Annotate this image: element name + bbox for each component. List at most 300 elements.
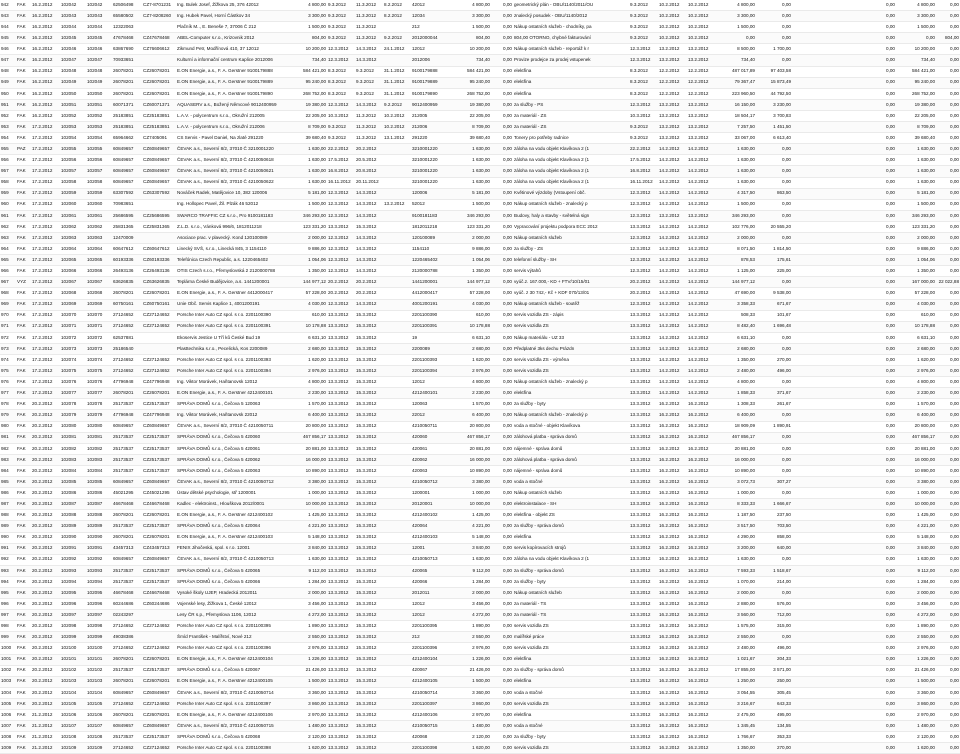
- table-cell: 1 630,00: [453, 155, 491, 166]
- table-cell: 6 631,10: [716, 332, 756, 343]
- table-cell: 13.3.2012: [629, 643, 658, 654]
- table-cell: 420060: [411, 432, 453, 443]
- table-cell: 12.3.2012: [629, 199, 658, 210]
- table-cell: 3 360,00: [453, 687, 491, 698]
- table-cell: Kulturní a informační centrum Kaplice 2012006: [176, 55, 289, 66]
- table-cell: 17.2.2012: [31, 332, 60, 343]
- table-cell: 17.2.2012: [31, 232, 60, 243]
- table-cell: 13.3.2012: [629, 621, 658, 632]
- table-cell: 13.3.2012: [327, 343, 355, 354]
- table-cell: Ekoservis Jestice U Tří ků České Bud 19: [176, 332, 289, 343]
- table-cell: 20.2.2012: [629, 277, 658, 288]
- table-cell: CZ27124652: [142, 621, 176, 632]
- table-cell: 0,00: [936, 99, 960, 110]
- table-cell: 8 071,50: [716, 244, 756, 255]
- table-cell: [792, 299, 872, 310]
- table-cell: [383, 355, 411, 366]
- table-cell: 0,00: [936, 665, 960, 676]
- table-cell: 15.3.2012: [355, 366, 383, 377]
- table-cell: [383, 244, 411, 255]
- table-cell: 13.1.2012: [383, 133, 411, 144]
- table-cell: 0,00: [936, 288, 960, 299]
- table-cell: 878,53: [716, 255, 756, 266]
- table-cell: 0,00: [756, 443, 792, 454]
- table-cell: 12.3.2012: [629, 210, 658, 221]
- table-cell: 2 230,00: [453, 388, 491, 399]
- table-cell: 16.2.2012: [658, 676, 687, 687]
- table-cell: CZ60849657: [142, 687, 176, 698]
- table-cell: 14.2.2012: [658, 177, 687, 188]
- table-cell: [383, 155, 411, 166]
- table-cell: 20 555,20: [756, 221, 792, 232]
- table-cell: 17.2.2012: [31, 210, 60, 221]
- table-cell: 15.3.2012: [355, 310, 383, 321]
- table-row: [0, 432, 960, 443]
- table-cell: 2 880,00: [716, 599, 756, 610]
- table-cell: 102102: [86, 665, 112, 676]
- table-cell: 982: [0, 443, 16, 454]
- table-cell: CZ27124652: [142, 310, 176, 321]
- table-cell: [792, 465, 872, 476]
- table-cell: 20.2.2012: [31, 410, 60, 421]
- table-row: [0, 266, 960, 277]
- table-cell: elektřina: [513, 66, 629, 77]
- table-cell: 4212400104: [411, 654, 453, 665]
- table-cell: 0,00: [872, 388, 896, 399]
- table-cell: 4 272,00: [289, 610, 327, 621]
- table-cell: 16.2.2012: [658, 510, 687, 521]
- table-cell: 19: [411, 332, 453, 343]
- table-cell: malířské práce: [513, 632, 629, 643]
- table-cell: FAK: [16, 698, 31, 709]
- table-cell: FAK: [16, 477, 31, 488]
- table-cell: 1 054,06: [896, 255, 936, 266]
- table-cell: Nákup ostatních služeb - znalecký p: [513, 377, 629, 388]
- table-cell: 10.2.2012: [383, 110, 411, 121]
- table-cell: 12.3.2012: [629, 232, 658, 243]
- table-cell: FAK: [16, 410, 31, 421]
- table-cell: 15.3.2012: [355, 643, 383, 654]
- table-cell: CZ60244686: [142, 599, 176, 610]
- table-cell: [792, 44, 872, 55]
- table-cell: 4210050715: [411, 721, 453, 732]
- table-cell: 13.3.2012: [327, 443, 355, 454]
- table-cell: 12.2.2012: [687, 88, 716, 99]
- table-cell: 102065: [60, 255, 86, 266]
- table-cell: 1 630,00: [896, 155, 936, 166]
- table-cell: 60849657: [112, 155, 142, 166]
- table-cell: zálohová platba - správa domů: [513, 454, 629, 465]
- table-cell: 3 360,00: [289, 687, 327, 698]
- table-cell: 95 240,00: [453, 77, 491, 88]
- table-cell: 8.3.2012: [629, 88, 658, 99]
- table-cell: 17.2.2012: [31, 310, 60, 321]
- table-cell: 12.3.2012: [327, 244, 355, 255]
- table-cell: 16.2.2012: [658, 465, 687, 476]
- table-cell: FAK: [16, 654, 31, 665]
- table-cell: 0,00: [872, 299, 896, 310]
- table-row: [0, 366, 960, 377]
- table-cell: 4 221,00: [896, 521, 936, 532]
- table-cell: CZ25173537: [142, 576, 176, 587]
- table-cell: 0,00: [872, 99, 896, 110]
- table-cell: [792, 643, 872, 654]
- table-cell: 0,00: [491, 698, 513, 709]
- table-cell: 20.2.2012: [31, 521, 60, 532]
- table-cell: 979: [0, 410, 16, 421]
- table-cell: 0,00: [872, 710, 896, 721]
- table-cell: 60193336: [112, 255, 142, 266]
- table-cell: 13.2.2012: [658, 44, 687, 55]
- table-cell: 804,00: [289, 33, 327, 44]
- table-cell: [383, 22, 411, 33]
- table-cell: 0,00: [491, 277, 513, 288]
- table-cell: [792, 288, 872, 299]
- table-cell: 102090: [60, 532, 86, 543]
- table-cell: 44 792,50: [756, 88, 792, 99]
- table-cell: 4210050713: [411, 554, 453, 565]
- table-cell: 3 571,00: [756, 665, 792, 676]
- table-cell: 102092: [60, 554, 86, 565]
- table-cell: CZ47678468: [142, 33, 176, 44]
- table-cell: 3 300,00: [453, 11, 491, 22]
- table-cell: 97 403,58: [756, 66, 792, 77]
- table-cell: 102047: [86, 55, 112, 66]
- table-cell: 0,00: [872, 543, 896, 554]
- table-cell: 20.2.2012: [31, 465, 60, 476]
- table-cell: [142, 332, 176, 343]
- table-cell: SPRÁVA DOMŮ s.r.o., Čečova 5 420063: [176, 465, 289, 476]
- table-cell: Vysoké školy UJEP, Hradecká 2012011: [176, 587, 289, 598]
- table-cell: 16.2.2012: [687, 543, 716, 554]
- table-cell: FAK: [16, 221, 31, 232]
- table-cell: SPRÁVA DOMŮ s.r.o., Čečova 5 420064: [176, 521, 289, 532]
- table-cell: 9100179889: [411, 77, 453, 88]
- table-row: [0, 687, 960, 698]
- table-cell: 420066: [411, 576, 453, 587]
- table-cell: 947: [0, 55, 16, 66]
- table-cell: FAK: [16, 66, 31, 77]
- table-cell: 20.2.2012: [31, 687, 60, 698]
- table-cell: za služby - PS: [513, 99, 629, 110]
- table-cell: 6 631,10: [453, 332, 491, 343]
- table-cell: CZ25173537: [142, 432, 176, 443]
- table-cell: 0,00: [936, 66, 960, 77]
- table-cell: 9.3.2012: [327, 11, 355, 22]
- table-cell: 15.3.2012: [355, 621, 383, 632]
- table-cell: 102088: [60, 510, 86, 521]
- table-row: [0, 22, 960, 33]
- table-cell: [792, 599, 872, 610]
- table-cell: FAK: [16, 488, 31, 499]
- table-cell: 420062: [411, 454, 453, 465]
- table-cell: 14.2.2012: [658, 332, 687, 343]
- table-cell: 0,00: [936, 432, 960, 443]
- table-cell: 1 696,48: [756, 321, 792, 332]
- table-cell: 1 700,00: [756, 44, 792, 55]
- table-cell: 15.3.2012: [355, 443, 383, 454]
- table-cell: 14.2.2012: [687, 166, 716, 177]
- table-row: [0, 155, 960, 166]
- table-cell: 16.2.2012: [687, 443, 716, 454]
- table-cell: 0,00: [491, 421, 513, 432]
- table-cell: 1008: [0, 732, 16, 743]
- table-cell: 0,00: [491, 454, 513, 465]
- table-cell: 13.3.2012: [327, 554, 355, 565]
- table-cell: 0,00: [872, 277, 896, 288]
- table-cell: 12.3.2012: [327, 188, 355, 199]
- table-cell: 13.3.2012: [629, 321, 658, 332]
- table-cell: 25183851: [112, 122, 142, 133]
- table-cell: 70983651: [112, 199, 142, 210]
- table-cell: 13.3.2012: [327, 388, 355, 399]
- table-cell: 3 358,33: [716, 299, 756, 310]
- table-cell: 0,00: [491, 499, 513, 510]
- table-cell: 2 000,00: [896, 587, 936, 598]
- table-cell: 1 284,00: [453, 576, 491, 587]
- table-cell: [383, 510, 411, 521]
- table-cell: 11.3.2012: [355, 122, 383, 133]
- table-cell: [383, 576, 411, 587]
- table-cell: 102053: [60, 122, 86, 133]
- table-cell: FAK: [16, 188, 31, 199]
- table-cell: 1 858,33: [716, 388, 756, 399]
- table-cell: 0,00: [491, 399, 513, 410]
- table-cell: servis vozidla ZS: [513, 621, 629, 632]
- table-cell: 15.3.2012: [355, 532, 383, 543]
- table-cell: 1154110: [411, 244, 453, 255]
- table-cell: 102076: [60, 377, 86, 388]
- table-cell: 988: [0, 510, 16, 521]
- table-cell: 10 178,88: [453, 321, 491, 332]
- table-cell: 20 881,00: [896, 443, 936, 454]
- table-cell: 1 620,00: [453, 743, 491, 754]
- table-cell: FAK: [16, 310, 31, 321]
- table-cell: FAK: [16, 332, 31, 343]
- table-cell: FAK: [16, 532, 31, 543]
- table-cell: 16.2.2012: [31, 66, 60, 77]
- table-cell: 1 054,06: [289, 255, 327, 266]
- table-cell: 2120000788: [411, 266, 453, 277]
- table-cell: 20 800,00: [453, 421, 491, 432]
- table-cell: 1 890,00: [896, 621, 936, 632]
- table-cell: [792, 310, 872, 321]
- table-cell: 974: [0, 355, 16, 366]
- table-cell: 9 112,00: [289, 565, 327, 576]
- table-cell: 2 230,00: [289, 388, 327, 399]
- table-cell: 25686595: [112, 210, 142, 221]
- table-cell: 15.3.2012: [355, 543, 383, 554]
- table-cell: 1 630,00: [289, 554, 327, 565]
- table-row: [0, 144, 960, 155]
- table-cell: FAK: [16, 199, 31, 210]
- table-cell: 0,00: [756, 144, 792, 155]
- table-cell: [383, 643, 411, 654]
- table-cell: 1 620,00: [896, 355, 936, 366]
- table-cell: [383, 621, 411, 632]
- table-cell: 0,00: [872, 44, 896, 55]
- table-cell: 13.3.2012: [629, 510, 658, 521]
- table-cell: 102096: [86, 599, 112, 610]
- table-row: [0, 410, 960, 421]
- table-cell: 17.2.2012: [31, 288, 60, 299]
- table-cell: 8 482,40: [716, 321, 756, 332]
- table-row: [0, 310, 960, 321]
- table-cell: 20.5.2012: [355, 155, 383, 166]
- table-cell: 14.2.2012: [687, 310, 716, 321]
- table-cell: 16.2.2012: [658, 554, 687, 565]
- table-cell: [383, 721, 411, 732]
- table-cell: 10.2.2012: [658, 0, 687, 11]
- table-cell: 0,00: [936, 44, 960, 55]
- table-cell: 102082: [86, 443, 112, 454]
- table-cell: 6 400,00: [289, 410, 327, 421]
- table-cell: 955: [0, 144, 16, 155]
- table-cell: 20.2.2012: [31, 443, 60, 454]
- table-cell: 9.3.2012: [629, 11, 658, 22]
- table-cell: 102062: [86, 221, 112, 232]
- table-cell: 1 000,00: [896, 488, 936, 499]
- table-cell: 13.2.2012: [658, 133, 687, 144]
- table-cell: 02243297: [112, 610, 142, 621]
- table-cell: 16.2.2012: [687, 432, 716, 443]
- table-cell: 3 560,00: [716, 610, 756, 621]
- table-cell: 0,00: [491, 266, 513, 277]
- table-cell: 16.2.2012: [687, 488, 716, 499]
- table-cell: [792, 565, 872, 576]
- table-cell: 16.2.2012: [687, 665, 716, 676]
- table-cell: 18 909,09: [716, 421, 756, 432]
- table-cell: 9.3.2012: [355, 66, 383, 77]
- table-cell: nájemné - správa domů: [513, 465, 629, 476]
- table-cell: 212: [411, 632, 453, 643]
- table-cell: 13.2.2012: [687, 55, 716, 66]
- table-cell: 2 970,00: [453, 710, 491, 721]
- table-cell: 13.3.2012: [327, 654, 355, 665]
- table-cell: 20.2.2012: [629, 288, 658, 299]
- table-cell: 8.2.2012: [383, 11, 411, 22]
- table-cell: FAK: [16, 576, 31, 587]
- table-cell: 31.1.2012: [383, 66, 411, 77]
- table-cell: 12.3.2012: [327, 210, 355, 221]
- table-cell: 12012: [411, 599, 453, 610]
- table-cell: [792, 177, 872, 188]
- table-cell: 47678468: [112, 33, 142, 44]
- table-cell: 0,00: [756, 554, 792, 565]
- table-cell: 8.3.2012: [327, 88, 355, 99]
- table-cell: 13.3.2012: [327, 687, 355, 698]
- table-cell: 291220: [411, 133, 453, 144]
- table-cell: 102106: [86, 710, 112, 721]
- table-cell: [142, 610, 176, 621]
- table-cell: 79 367,47: [716, 77, 756, 88]
- table-cell: FAK: [16, 399, 31, 410]
- table-cell: 0,00: [936, 576, 960, 587]
- table-cell: 3 216,67: [716, 698, 756, 709]
- table-cell: CZ25183851: [142, 122, 176, 133]
- table-cell: 2 480,00: [716, 643, 756, 654]
- table-cell: 0,00: [756, 33, 792, 44]
- table-cell: 11.3.2012: [355, 22, 383, 33]
- table-cell: FAK: [16, 543, 31, 554]
- table-cell: 20.2.2012: [31, 621, 60, 632]
- table-cell: 1 630,00: [289, 166, 327, 177]
- table-cell: 2 480,00: [716, 366, 756, 377]
- table-cell: 102099: [86, 632, 112, 643]
- table-cell: elektřina: [513, 77, 629, 88]
- table-cell: [792, 632, 872, 643]
- table-cell: 0,00: [936, 554, 960, 565]
- table-cell: 610,00: [453, 310, 491, 321]
- table-cell: [792, 576, 872, 587]
- table-cell: 95 240,00: [896, 77, 936, 88]
- table-cell: 60849657: [112, 144, 142, 155]
- table-cell: 0,00: [491, 565, 513, 576]
- table-cell: 0,00: [872, 332, 896, 343]
- table-cell: 584 421,00: [289, 66, 327, 77]
- table-cell: 26493136: [112, 266, 142, 277]
- table-cell: CZ60849657: [142, 421, 176, 432]
- table-cell: 0,00: [936, 710, 960, 721]
- table-cell: [383, 343, 411, 354]
- table-cell: 13.3.2012: [327, 576, 355, 587]
- table-cell: ČEVAK a.s., Severní 8/2, 37010 Č 3210001220: [176, 144, 289, 155]
- table-cell: 16.2.2012: [658, 454, 687, 465]
- table-cell: 0,00: [896, 33, 936, 44]
- table-cell: 31.1.2012: [383, 88, 411, 99]
- table-cell: 950: [0, 88, 16, 99]
- table-cell: 4210050714: [411, 687, 453, 698]
- table-cell: 102 776,00: [716, 221, 756, 232]
- table-cell: 17.2.2012: [31, 266, 60, 277]
- table-cell: 14.2.2012: [658, 244, 687, 255]
- table-cell: 12.3.2012: [327, 266, 355, 277]
- table-cell: FAK: [16, 255, 31, 266]
- table-cell: 14.2.2012: [658, 199, 687, 210]
- table-cell: FAK: [16, 377, 31, 388]
- table-cell: 12.2.2012: [658, 77, 687, 88]
- table-cell: 13.3.2012: [327, 332, 355, 343]
- table-cell: 6 631,10: [896, 332, 936, 343]
- table-cell: 13.3.2012: [327, 477, 355, 488]
- table-cell: 102083: [86, 454, 112, 465]
- table-cell: 16.2.2012: [658, 687, 687, 698]
- table-cell: 17.2.2012: [31, 199, 60, 210]
- table-cell: 15.3.2012: [355, 632, 383, 643]
- table-cell: 0,00: [491, 110, 513, 121]
- table-cell: 0,00: [491, 310, 513, 321]
- table-cell: 0,00: [872, 454, 896, 465]
- table-cell: 0,00: [936, 599, 960, 610]
- table-cell: 14.3.2012: [355, 299, 383, 310]
- table-cell: 27124652: [112, 643, 142, 654]
- table-cell: 3210001220: [411, 144, 453, 155]
- table-cell: 20.8.2012: [355, 166, 383, 177]
- table-cell: 14.2.2012: [658, 366, 687, 377]
- table-cell: 102078: [60, 399, 86, 410]
- table-cell: 0,00: [936, 11, 960, 22]
- table-cell: [383, 488, 411, 499]
- table-cell: 13.3.2012: [327, 610, 355, 621]
- table-cell: 102072: [60, 332, 86, 343]
- table-cell: [792, 221, 872, 232]
- table-cell: 992: [0, 554, 16, 565]
- table-cell: 0,00: [491, 587, 513, 598]
- table-cell: CZ27124652: [142, 355, 176, 366]
- table-cell: 2 000,00: [896, 232, 936, 243]
- table-cell: 20 881,00: [716, 443, 756, 454]
- table-cell: servis vozidla ZS: [513, 698, 629, 709]
